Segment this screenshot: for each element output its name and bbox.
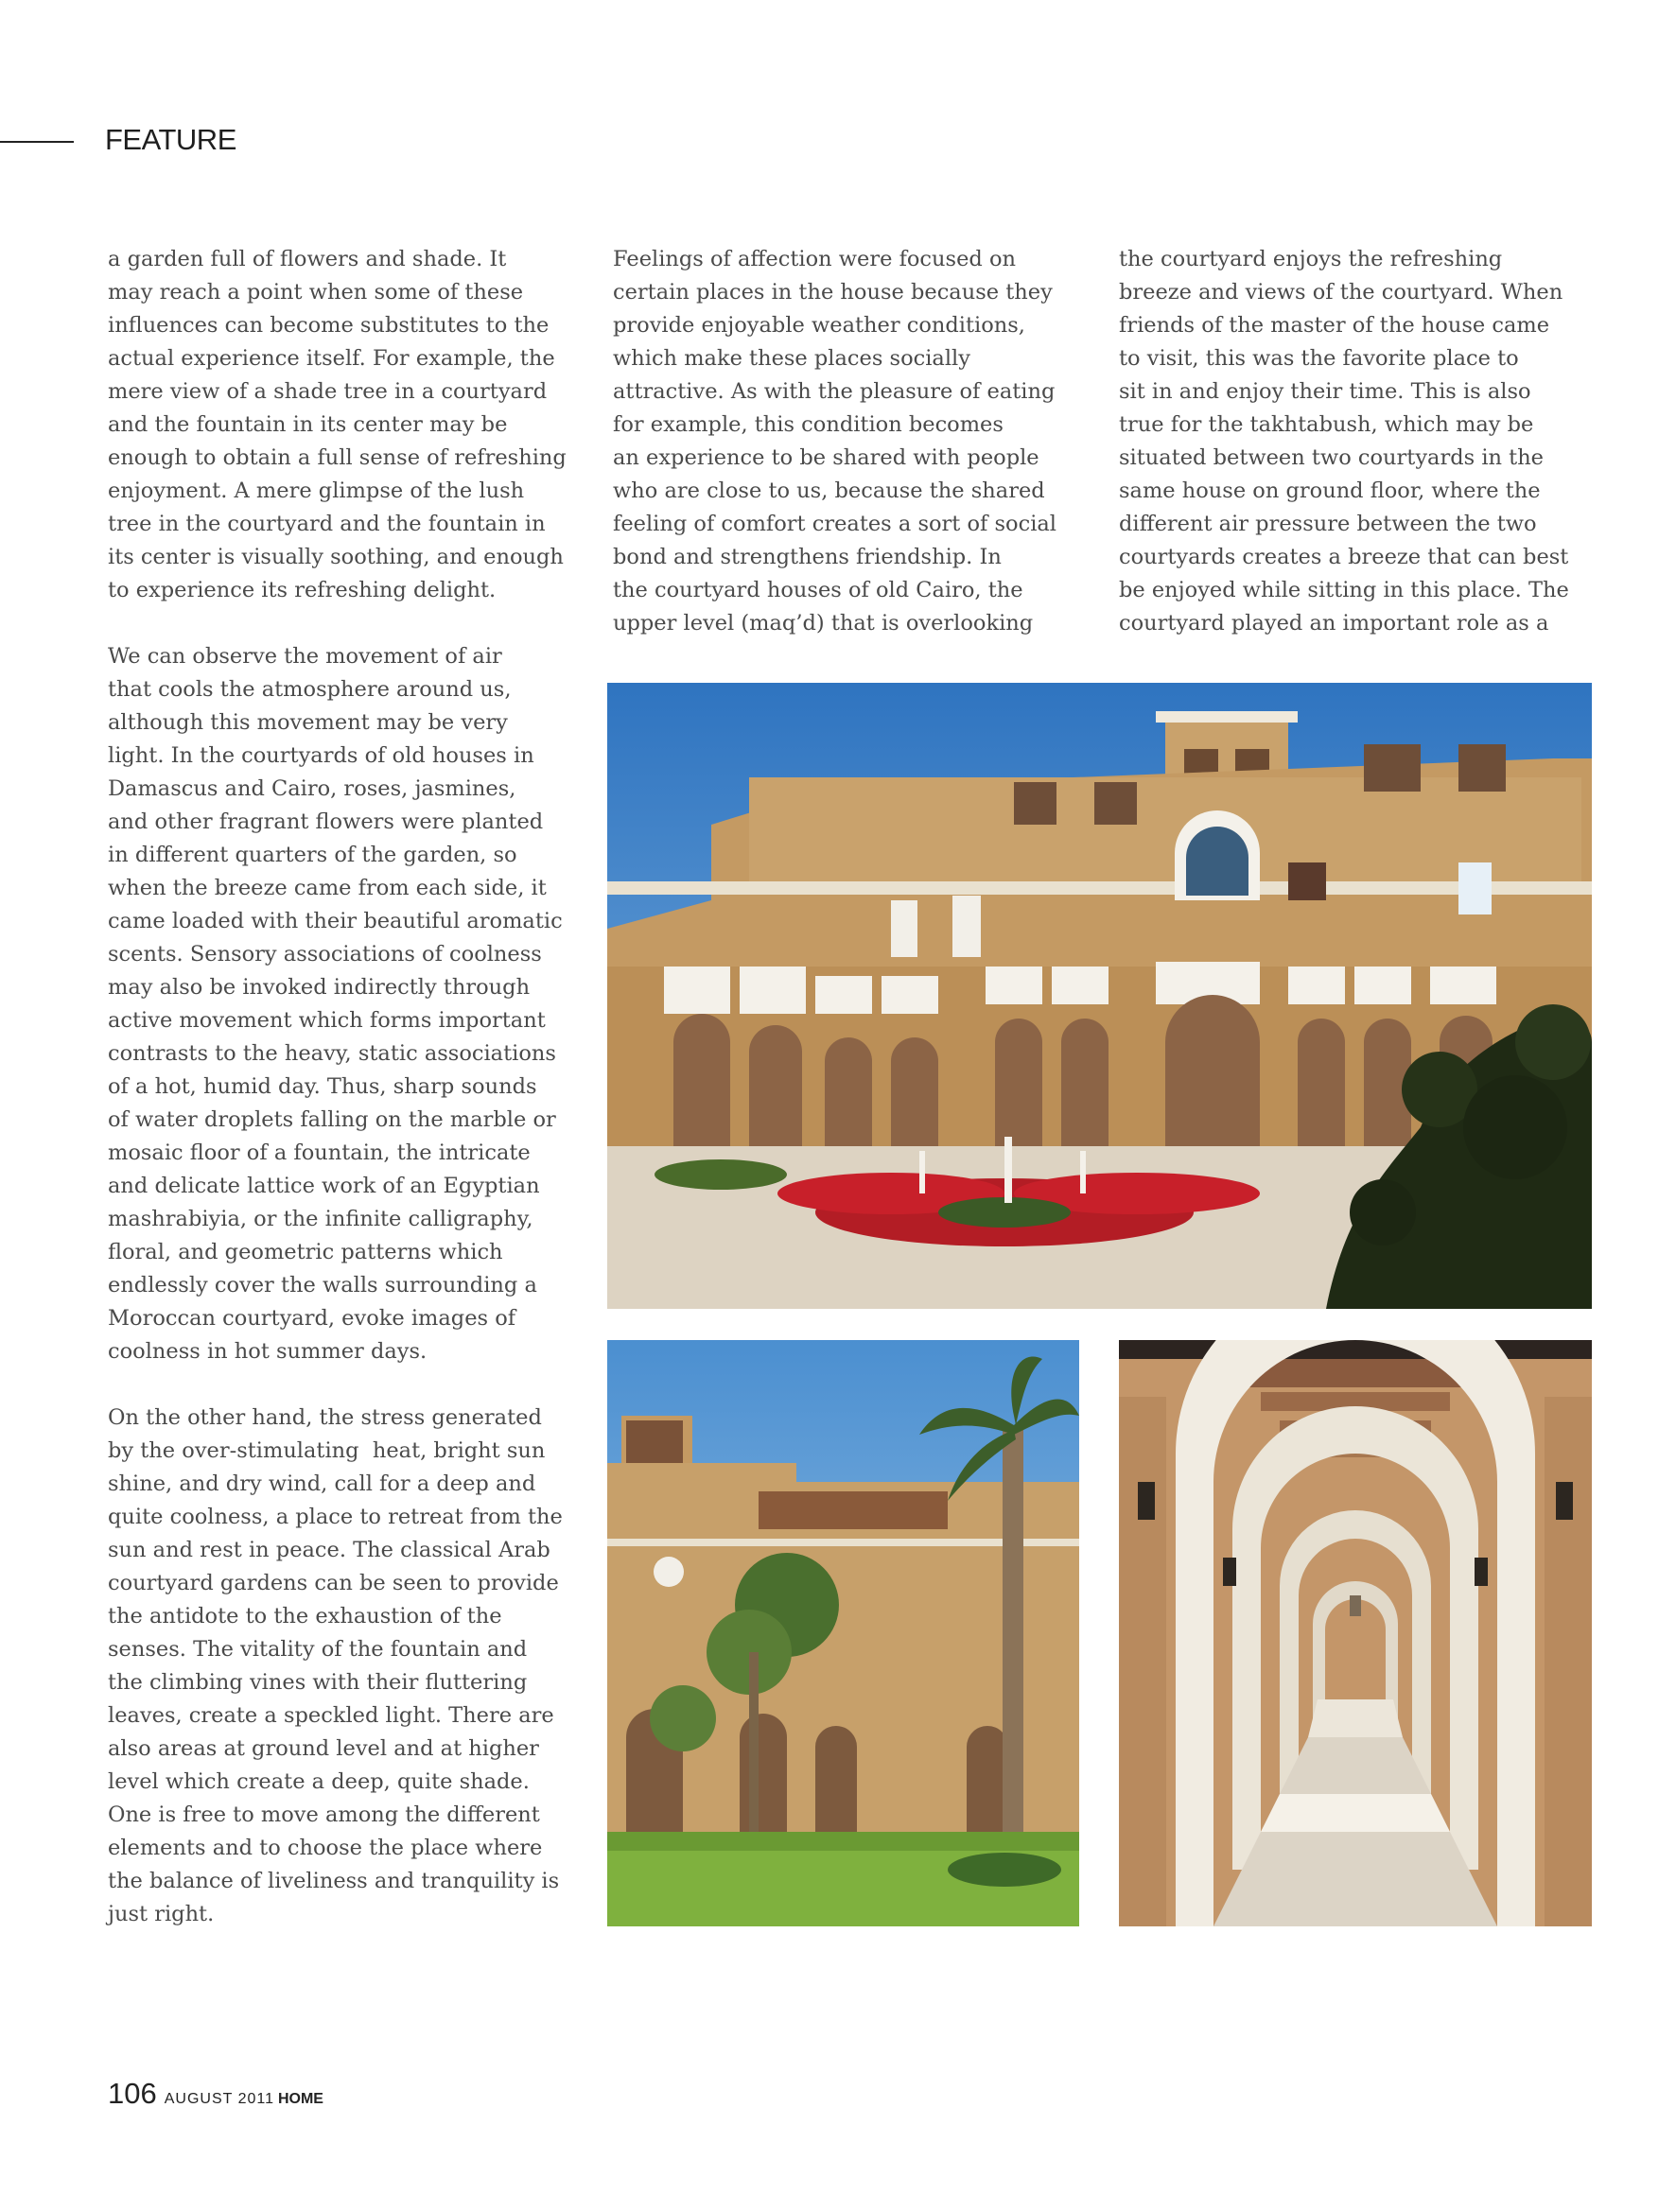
text-line: the antidote to the exhaustion of the [108, 1604, 502, 1629]
text-line: floral, and geometric patterns which [108, 1240, 503, 1264]
section-label: FEATURE [105, 123, 236, 156]
text-line: when the breeze came from each side, it [108, 876, 547, 900]
text-line: contrasts to the heavy, static associations [108, 1041, 556, 1066]
text-line: Feelings of affection were focused on [613, 247, 1016, 271]
text-line: Damascus and Cairo, roses, jasmines, [108, 776, 516, 801]
text-line: mashrabiyia, or the infinite calligraphy, [108, 1207, 533, 1231]
text-line: courtyard gardens can be seen to provide [108, 1571, 559, 1595]
text-line: quite coolness, a place to retreat from the [108, 1505, 563, 1529]
garden-palms-photo [607, 1340, 1079, 1926]
text-line: different air pressure between the two [1119, 512, 1537, 536]
text-line: of water droplets falling on the marble or [108, 1107, 556, 1132]
text-line: actual experience itself. For example, the [108, 346, 555, 371]
text-line: On the other hand, the stress generated [108, 1405, 542, 1430]
text-line: its center is visually soothing, and enough [108, 545, 564, 569]
text-line: may reach a point when some of these [108, 280, 524, 305]
text-line: mere view of a shade tree in a courtyard [108, 379, 548, 404]
text-line: the balance of liveliness and tranquility is [108, 1869, 560, 1893]
text-line: may also be invoked indirectly through [108, 975, 531, 1000]
paragraph-gap [108, 1368, 581, 1402]
text-line: who are close to us, because the shared [613, 479, 1045, 503]
page-footer [108, 2077, 323, 2111]
magazine-name: HOME [277, 2091, 323, 2107]
text-line: scents. Sensory associations of coolness [108, 942, 542, 967]
text-line: situated between two courtyards in the [1119, 445, 1545, 470]
text-line: One is free to move among the different [108, 1803, 540, 1827]
text-line: courtyards creates a breeze that can best [1119, 545, 1569, 569]
text-line: and the fountain in its center may be [108, 412, 508, 437]
text-line: also areas at ground level and at higher [108, 1736, 539, 1761]
text-line: attractive. As with the pleasure of eating [613, 379, 1056, 404]
text-line: light. In the courtyards of old houses in [108, 743, 534, 768]
text-line: and delicate lattice work of an Egyptian [108, 1174, 540, 1198]
text-line: senses. The vitality of the fountain and [108, 1637, 528, 1662]
text-line: which make these places socially [613, 346, 970, 371]
text-line: elements and to choose the place where [108, 1836, 543, 1860]
header-rule [0, 141, 74, 143]
text-line: came loaded with their beautiful aromatic [108, 909, 563, 933]
text-column-3 [1119, 243, 1611, 640]
text-line: in different quarters of the garden, so [108, 843, 517, 867]
text-column-2 [613, 243, 1086, 640]
text-line: and other fragrant flowers were planted [108, 810, 544, 834]
text-line: to experience its refreshing delight. [108, 578, 497, 602]
text-line: courtyard played an important role as a [1119, 611, 1549, 636]
text-line: endlessly cover the walls surrounding a [108, 1273, 537, 1298]
text-line: just right. [108, 1902, 215, 1926]
arcade-corridor-photo [1119, 1340, 1592, 1926]
text-line: by the over-stimulating heat, bright sun [108, 1438, 546, 1463]
text-line: true for the takhtabush, which may be [1119, 412, 1534, 437]
text-line: the climbing vines with their fluttering [108, 1670, 528, 1695]
text-line: leaves, create a speckled light. There are [108, 1703, 554, 1728]
text-line: upper level (maq’d) that is overlooking [613, 611, 1034, 636]
text-column-1 [108, 243, 581, 1931]
text-line: to visit, this was the favorite place to [1119, 346, 1519, 371]
text-line: sit in and enjoy their time. This is also [1119, 379, 1531, 404]
text-line: same house on ground floor, where the [1119, 479, 1541, 503]
text-line: breeze and views of the courtyard. When [1119, 280, 1563, 305]
text-line: friends of the master of the house came [1119, 313, 1550, 338]
text-line: We can observe the movement of air [108, 644, 502, 669]
text-line: active movement which forms important [108, 1008, 546, 1033]
text-line: for example, this condition becomes [613, 412, 1004, 437]
text-line: sun and rest in peace. The classical Arab [108, 1538, 550, 1562]
text-line: shine, and dry wind, call for a deep and [108, 1472, 536, 1496]
text-line: the courtyard houses of old Cairo, the [613, 578, 1023, 602]
text-line: although this movement may be very [108, 710, 508, 735]
text-line: feeling of comfort creates a sort of social [613, 512, 1057, 536]
text-line: Moroccan courtyard, evoke images of [108, 1306, 516, 1331]
text-line: of a hot, humid day. Thus, sharp sounds [108, 1074, 537, 1099]
text-line: enough to obtain a full sense of refreshing [108, 445, 567, 470]
paragraph-gap [108, 607, 581, 640]
text-line: that cools the atmosphere around us, [108, 677, 512, 702]
text-line: mosaic floor of a fountain, the intricate [108, 1141, 531, 1165]
text-line: coolness in hot summer days. [108, 1339, 428, 1364]
page-number: 106 [108, 2077, 157, 2110]
text-line: an experience to be shared with people [613, 445, 1039, 470]
courtyard-photo [607, 683, 1592, 1309]
text-line: certain places in the house because they [613, 280, 1053, 305]
text-line: a garden full of flowers and shade. It [108, 247, 507, 271]
text-line: provide enjoyable weather conditions, [613, 313, 1025, 338]
issue-date: AUGUST 2011 [164, 2091, 274, 2107]
text-line: influences can become substitutes to the [108, 313, 550, 338]
text-line: bond and strengthens friendship. In [613, 545, 1002, 569]
text-line: tree in the courtyard and the fountain in [108, 512, 546, 536]
text-line: be enjoyed while sitting in this place. The [1119, 578, 1569, 602]
text-line: the courtyard enjoys the refreshing [1119, 247, 1503, 271]
text-line: level which create a deep, quite shade. [108, 1769, 530, 1794]
text-line: enjoyment. A mere glimpse of the lush [108, 479, 525, 503]
